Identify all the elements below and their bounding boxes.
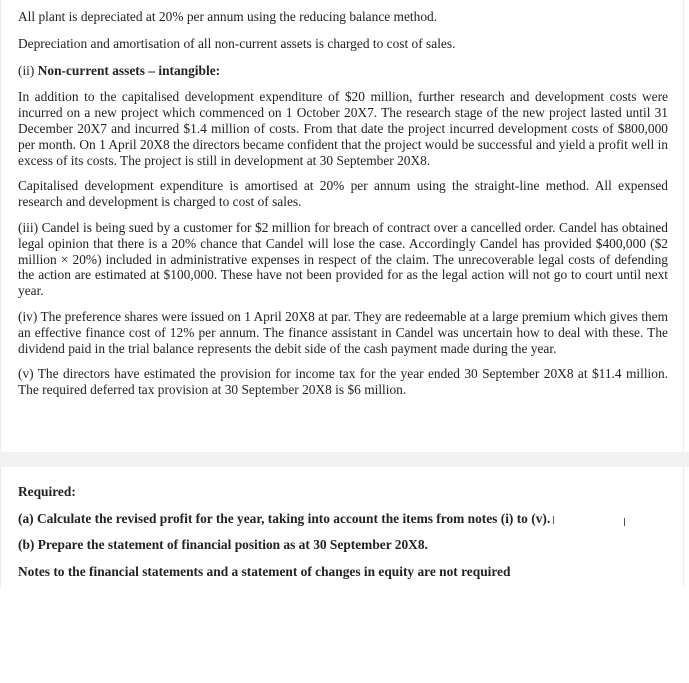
required-part-b: (b) Prepare the statement of financial position as at 30 September 20X8. xyxy=(18,537,428,553)
notes-content xyxy=(18,9,668,398)
required-footnote: Notes to the financial statements and a statement of changes in equity are not required xyxy=(18,563,511,579)
note-iii: (iii) Candel is being sued by a customer for $2 million for breach of contract over a cancelled order. Candel has obtained legal opinion that there is a 20% chance that Candel will lose the case. Accordingly Candel has provided $400,000 ($2 million × 20%) included in administrative expenses in respect of the claim. The unrecoverable legal costs of defending the action are estimated at $100,000. These have not been provided for as the legal action will not go to court until next year. xyxy=(18,219,668,299)
note-ii-body: In addition to the capitalised development expenditure of $20 million, further research and development costs were incurred on a new project which commenced on 1 October 20X7. The research stage of the new project lasted until 31 December 20X7 and incurred $1.4 million of costs. From that date the project incurred development costs of $800,000 per month. On 1 April 20X8 the directors became confident that the project would be successful and yield a profit well in excess of its costs. The project is still in development at 30 September 20X8. xyxy=(18,89,669,168)
note-iv: (iv) The preference shares were issued on 1 April 20X8 at par. They are redeemable at a large premium which gives them an effective finance cost of 12% per annum. The finance assistant in Candel was uncertain how to deal with these. The dividend paid in the trial balance represents the debit side of the cash payment made during the year. xyxy=(18,308,668,356)
note-v: (v) The directors have estimated the provision for income tax for the year ended 30 September 20X8 at $11.4 million. The required deferred tax provision at 30 September 20X8 is $6 million. xyxy=(18,366,668,398)
required-card xyxy=(0,467,684,587)
required-content xyxy=(18,484,668,590)
text-cursor-mark-2 xyxy=(624,518,625,526)
section-divider xyxy=(0,452,689,467)
note-ii-heading xyxy=(18,63,668,79)
depreciation-charge-text: Depreciation and amortisation of all non-current assets is charged to cost of sales. xyxy=(18,35,456,51)
plant-depreciation-text: All plant is depreciated at 20% per annum using the reducing balance method. xyxy=(18,9,438,24)
required-part-a xyxy=(18,511,668,527)
note-ii-prefix: (ii) xyxy=(18,62,38,78)
note-ii-amortisation: Capitalised development expenditure is amortised at 20% per annum using the straight-line method. All expensed research and development is charged to cost of sales. xyxy=(18,178,668,210)
note-ii-title: Non-current assets – intangible: xyxy=(37,62,221,78)
text-cursor-mark xyxy=(553,516,554,524)
required-part-a-text: (a) Calculate the revised profit for the year, taking into account the items from notes (i) to (v). xyxy=(18,510,551,526)
required-heading: Required: xyxy=(18,484,76,499)
